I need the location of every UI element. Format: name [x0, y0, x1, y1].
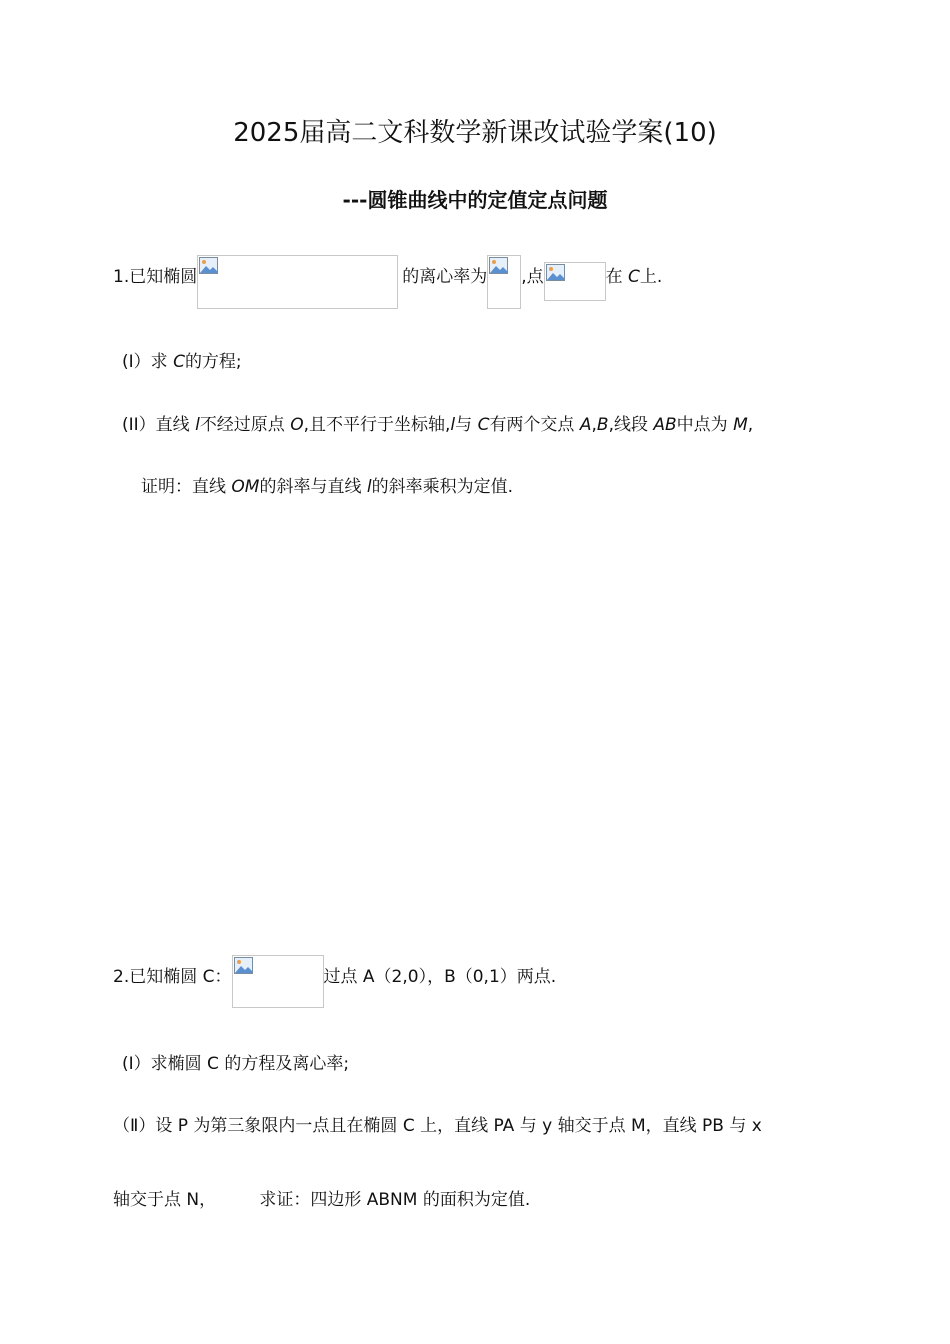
q1-part-2	[122, 410, 753, 435]
ellipse-equation-image	[197, 255, 398, 309]
var-c: C	[628, 267, 640, 287]
eccentricity-image	[487, 255, 521, 309]
q1-part-1	[122, 347, 242, 372]
var-l: l	[366, 477, 372, 497]
q1-statement	[113, 262, 662, 309]
q1-part2-text-e: 有两个交点	[489, 415, 580, 435]
broken-image-icon	[546, 264, 565, 281]
q1-part2-text-c: ,且不平行于坐标轴,	[303, 415, 451, 435]
q1-text-4: 在	[605, 267, 629, 287]
var-a: A	[579, 415, 592, 435]
q1-proof-text-a: 证明：直线	[141, 477, 232, 497]
broken-image-icon	[489, 257, 508, 274]
q1-proof-text-c: 的斜率乘积为定值.	[371, 477, 514, 497]
var-om: OM	[231, 477, 260, 497]
q2-part-1: (I）求椭圆 C 的方程及离心率;	[122, 1054, 350, 1074]
q2-statement	[113, 962, 556, 1008]
q1-part2-text-h: 中点为	[676, 415, 734, 435]
q1-part2-text-b: 不经过原点	[199, 415, 291, 435]
q1-part2-text-i: ,	[747, 415, 754, 435]
q1-part1-text-b: 的方程;	[184, 352, 242, 372]
q2-text-2: 过点 A（2,0），B（0,1）两点.	[323, 967, 557, 987]
q2-part-2: （Ⅱ）设 P 为第三象限内一点且在椭圆 C 上，直线 PA 与 y 轴交于点 M，直线 PB 与 x	[113, 1116, 762, 1136]
var-m: M	[733, 415, 748, 435]
q2-part-2-cont: 轴交于点 N， 求证：四边形 ABNM 的面积为定值.	[113, 1190, 531, 1210]
var-l: l	[450, 415, 456, 435]
var-c: C	[173, 352, 185, 372]
ellipse-c-equation-image	[232, 955, 324, 1008]
q1-part2-text-f: ,	[591, 415, 597, 435]
q1-part1-text-a: (I）求	[122, 352, 174, 372]
point-image	[544, 262, 606, 301]
var-b: B	[596, 415, 609, 435]
q2-text-1: 2.已知椭圆 C：	[113, 967, 232, 987]
page-title: 2025届高二文科数学新课改试验学案(10)	[233, 118, 717, 148]
q1-proof-text-b: 的斜率与直线	[259, 477, 367, 497]
var-o: O	[290, 415, 304, 435]
q1-text-2: 的离心率为	[402, 267, 488, 287]
q1-text-3: ,点	[521, 267, 544, 287]
var-ab: AB	[653, 415, 677, 435]
page-subtitle: ---圆锥曲线中的定值定点问题	[342, 188, 608, 212]
broken-image-icon	[234, 957, 253, 974]
broken-image-icon	[199, 257, 218, 274]
q1-part2-text-a: (II）直线	[122, 415, 196, 435]
q1-part2-text-g: ,线段	[608, 415, 654, 435]
q1-text-5: 上.	[639, 267, 663, 287]
q1-text-1: 1.已知椭圆	[113, 267, 198, 287]
q1-part-2-proof	[141, 472, 513, 497]
var-c: C	[477, 415, 490, 435]
q1-part2-text-d: 与	[455, 415, 478, 435]
var-l: l	[195, 415, 200, 435]
